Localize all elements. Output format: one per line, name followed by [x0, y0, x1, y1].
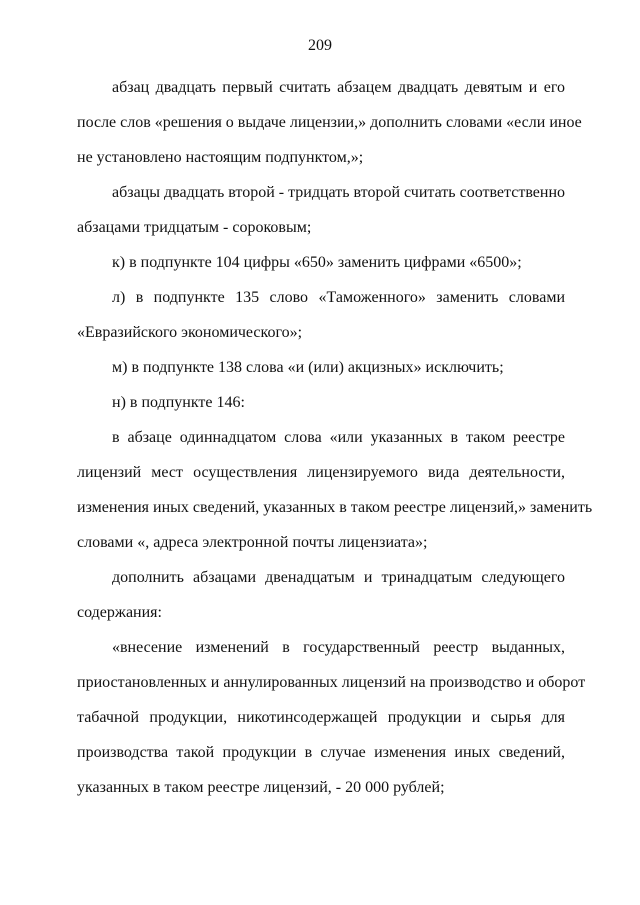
text-line: в абзаце одиннадцатом слова «или указанных в таком реестре [112, 429, 565, 446]
text-line: изменения иных сведений, указанных в таком реестре лицензий,» заменить [77, 499, 593, 516]
text-line: «внесение изменений в государственный реестр выданных, [112, 639, 565, 656]
text-line: абзацы двадцать второй - тридцать второй считать соответственно [112, 184, 565, 201]
text-line: м) в подпункте 138 слова «и (или) акцизных» исключить; [112, 359, 504, 376]
text-line: не установлено настоящим подпунктом,»; [77, 149, 364, 166]
text-line: «Евразийского экономического»; [77, 324, 303, 341]
text-line: л) в подпункте 135 слово «Таможенного» заменить словами [112, 289, 565, 306]
text-line: приостановленных и аннулированных лицензий на производство и оборот [77, 674, 586, 691]
text-line: к) в подпункте 104 цифры «650» заменить цифрами «6500»; [112, 254, 522, 271]
text-line: после слов «решения о выдаче лицензии,» дополнить словами «если иное [77, 114, 582, 131]
text-line: абзацами тридцатым - сороковым; [77, 219, 312, 236]
text-line: словами «, адреса электронной почты лицензиата»; [77, 534, 428, 551]
text-line: производства такой продукции в случае изменения иных сведений, [77, 744, 565, 761]
page-number: 209 [308, 37, 332, 54]
text-line: дополнить абзацами двенадцатым и тринадцатым следующего [112, 569, 565, 586]
text-line: н) в подпункте 146: [112, 394, 245, 411]
text-line: абзац двадцать первый считать абзацем двадцать девятым и его [112, 79, 565, 96]
text-line: табачной продукции, никотинсодержащей продукции и сырья для [77, 709, 565, 726]
text-line: содержания: [77, 604, 162, 621]
text-line: лицензий мест осуществления лицензируемого вида деятельности, [77, 464, 565, 481]
text-line: указанных в таком реестре лицензий, - 20 000 рублей; [77, 779, 445, 796]
